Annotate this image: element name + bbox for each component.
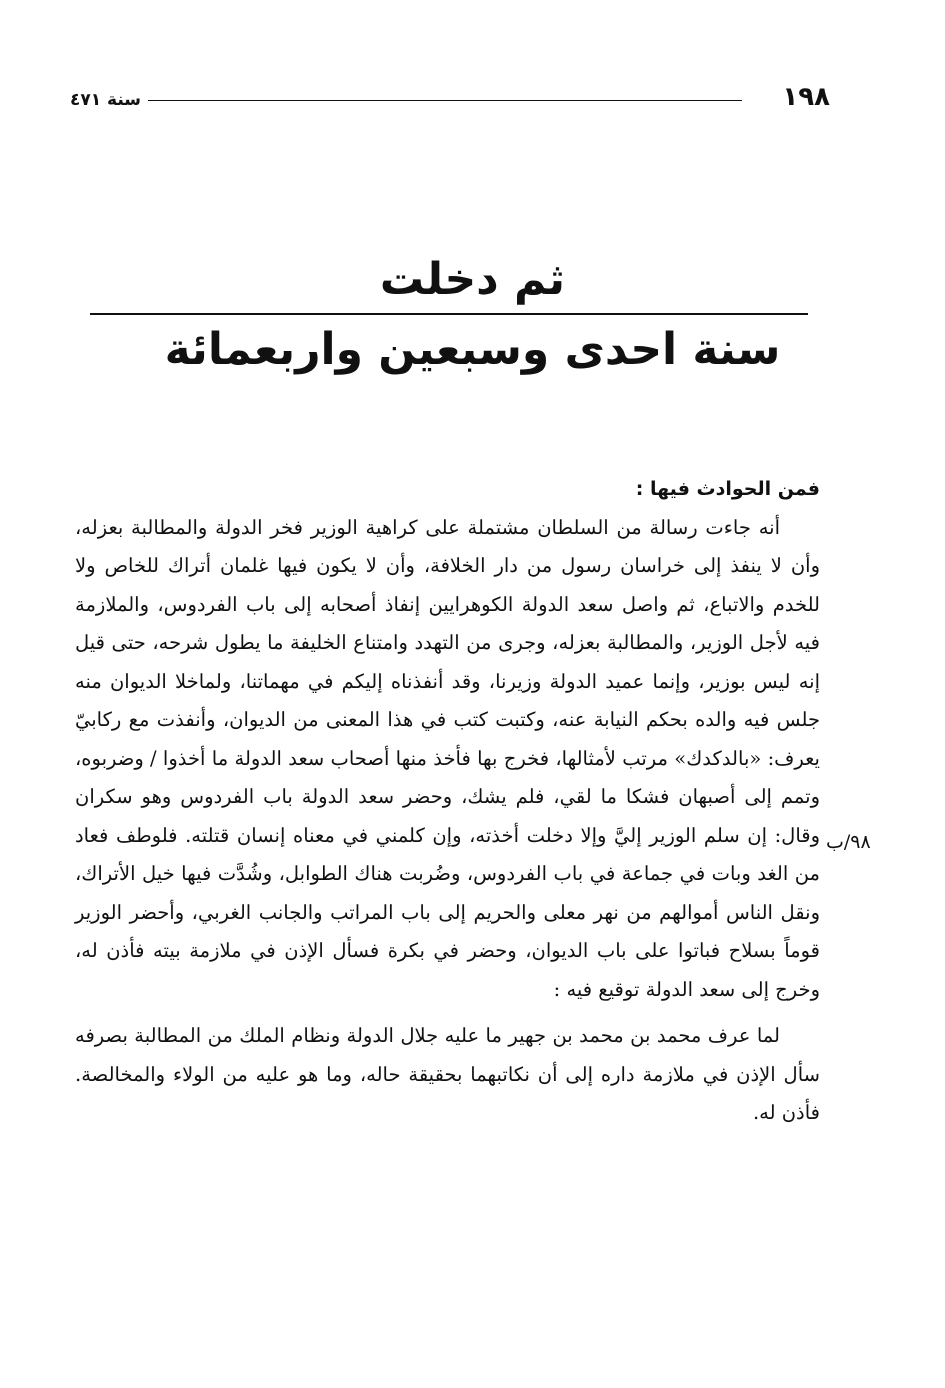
body-text bbox=[75, 470, 820, 1133]
running-header bbox=[70, 80, 830, 120]
paragraph-gap bbox=[75, 1009, 820, 1017]
chapter-title-line2: سنة احدى وسبعين واربعمائة bbox=[164, 324, 781, 375]
page-number: ١٩٨ bbox=[782, 82, 830, 112]
running-title-year: سنة ٤٧١ bbox=[70, 90, 142, 110]
paragraph: أنه جاءت رسالة من السلطان مشتملة على كراهية الوزير فخر الدولة والمطالبة بعزله، وأن لا ينفذ إلى خراسان رسول من دار الخلافة، وأن لا يكون فيها غلمان أتراك للخاص ولا للخدم والاتباع، ثم واصل سعد الدولة الكوهرايين إنفاذ أصحابه إلى باب الفردوس، والملازمة فيه لأجل الوزير، والمطالبة بعزله، وجرى من التهدد وامتناع الخليفة ما يطول شرحه، حتى قيل إنه ليس بوزير، وإنما عميد الدولة وزيرنا، وقد أنفذناه إليكم في مهماتنا، ولماخلا الديوان منه جلس فيه والده بحكم النيابة عنه، وكتبت كتب في هذا المعنى من الديوان، وأنفذت مع ركابيّ يعرف: «بالدكدك» مرتب لأمثالها، فخرج بها فأخذ منها أصحاب سعد الدولة ما أخذوا / وضربوه، وتمم إلى أصبهان فشكا ما لقي، فلم يشك، وحضر سعد الدولة باب الفردوس وهو سكران وقال: إن سلم الوزير إليَّ وإلا دخلت أخذته، وإن كلمني في معناه إنسان قتلته. فلوطف فعاد من الغد وبات في جماعة في باب الفردوس، وضُربت هناك الطوابل، وشُدَّت فيها خيل الأتراك، ونقل الناس أموالهم من نهر معلى والحريم إلى باب المراتب والجانب الغربي، وأحضر الوزير قوماً بسلاح فباتوا على باب الديوان، وحضر في بكرة فسأل الإذن في ملازمة بيته فأذن له، وخرج إلى سعد الدولة توقيع فيه : bbox=[75, 515, 820, 1001]
paragraph: لما عرف محمد بن محمد بن جهير ما عليه جلال الدولة ونظام الملك من المطالبة بصرفه سأل الإذن في ملازمة داره إلى أن نكاتبهما بحقيقة حاله، وما هو عليه من الولاء والمخالصة. فأذن له. bbox=[75, 1024, 820, 1124]
title-rule bbox=[90, 313, 808, 315]
header-rule bbox=[148, 100, 742, 101]
chapter-title-line1: ثم دخلت bbox=[379, 254, 566, 305]
section-heading: فمن الحوادث فيها : bbox=[635, 478, 820, 500]
manuscript-folio-note: ٩٨/ب bbox=[826, 831, 871, 853]
